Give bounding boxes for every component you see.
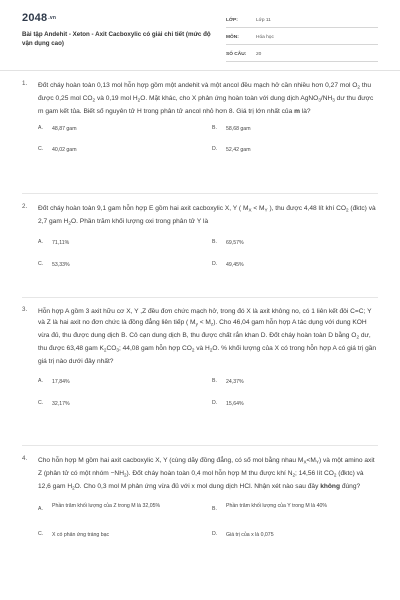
meta-key: MÔN: xyxy=(226,35,239,40)
question-text: Hỗn hợp A gồm 3 axit hữu cơ X, Y ,Z đều đơn chức mạch hở, trong đó X là axit không no, có 1 liên kết đôi C=C; Y và Z là hai axit no đơn chức là đồng đẳng liên tiếp ( $M_y < M_z$). Cho 46,04 gam hỗn hợp A tác dụng với dung KOH vừa đủ, thu được dung dịch B. Cô cạn dung dịch B, thu được chất rắn khan D. Đốt cháy hoàn toàn D bằng $O_2$ dư, thu được 63,48 gam $K_2CO_3$; 44,08 gam hỗn hợp $CO_2$ và $H_2O$. % khối lượng của X có trong hỗn hợp A có giá trị gần giá trị nào dưới đây nhất? xyxy=(38,308,377,366)
question-separator xyxy=(22,297,378,298)
option-text: 24,37% xyxy=(226,378,244,385)
header-divider xyxy=(0,70,400,71)
option-letter: A. xyxy=(38,377,43,384)
option-letter: D. xyxy=(212,260,218,267)
question-number: 1. xyxy=(22,80,28,87)
option-text: 40,02 gam xyxy=(52,147,77,154)
option-text: 17,84% xyxy=(52,378,70,385)
meta-key: LỚP: xyxy=(226,18,238,23)
option-c[interactable] xyxy=(38,531,182,540)
option-text: 53,33% xyxy=(52,261,70,268)
option-letter: B. xyxy=(212,377,217,384)
option-b[interactable] xyxy=(212,239,356,248)
option-a[interactable] xyxy=(38,239,182,248)
question-text: Cho hỗn hợp M gồm hai axit cacboxylic X, Y (cùng dãy đồng đẳng, có số mol bằng nhau $M_X<M_Y$) và một amino axit Z (phân tử có một nhóm $-NH_2$). Đốt cháy hoàn toàn 0,4 mol hỗn hợp M thu được khí $N_2$; 14,56 lít $CO_2$ (đktc) và 12,6 gam $H_2O$. Cho 0,3 mol M phản ứng vừa đủ với x mol dung dịch HCl. Nhận xét nào sau đây không đúng? xyxy=(38,457,375,491)
option-text: 58,68 gam xyxy=(226,126,251,133)
option-text: 71,11% xyxy=(52,239,70,246)
option-a[interactable] xyxy=(38,378,182,387)
option-text: Phần trăm khối lượng của Z trong M là 32,05% xyxy=(52,502,161,509)
option-text: 52,42 gam xyxy=(226,147,251,154)
option-d[interactable] xyxy=(212,400,356,409)
option-text: 48,87 gam xyxy=(52,126,77,133)
option-letter: C. xyxy=(38,260,44,267)
option-b[interactable] xyxy=(212,125,356,134)
option-letter: B. xyxy=(212,238,217,245)
answer-options xyxy=(38,502,378,552)
option-text: Giá trị của x là 0,075 xyxy=(226,531,274,538)
option-text: 69,57% xyxy=(226,239,244,246)
option-text: Phần trăm khối lượng của Y trong M là 40% xyxy=(226,502,327,509)
option-a[interactable] xyxy=(38,502,182,512)
option-text: 49,45% xyxy=(226,261,244,268)
question-text: Đốt cháy hoàn toàn 9,1 gam hỗn hợp E gồm hai axit cacboxylic X, Y ( $M_X < M_Y$ ), thu được 4,48 lít khí $CO_2$ (đktc) và 2,7 gam $H_2O$. Phần trăm khối lượng oxi trong phân tử Y là xyxy=(38,205,376,226)
logo-suffix: .vn xyxy=(48,15,57,22)
option-c[interactable] xyxy=(38,400,182,409)
question-number: 3. xyxy=(22,306,28,313)
meta-row-count xyxy=(226,48,378,62)
option-letter: C. xyxy=(38,530,44,537)
answer-options xyxy=(38,378,378,418)
page-header xyxy=(0,0,400,62)
option-letter: D. xyxy=(212,530,218,537)
document-meta xyxy=(226,14,378,65)
option-letter: B. xyxy=(212,125,217,132)
option-letter: A. xyxy=(38,238,43,245)
option-letter: D. xyxy=(212,399,218,406)
meta-row-class xyxy=(226,14,378,28)
answer-options xyxy=(38,239,378,279)
logo-text: 2048 xyxy=(22,12,48,24)
meta-value: Lớp 11 xyxy=(256,18,271,23)
question-text: Đốt cháy hoàn toàn 0,13 mol hỗn hợp gồm một andehit và một ancol đều mạch hở cần nhiều hơn 0,27 mol $O_2$ thu được 0,25 mol $CO_2$ và 0,19 mol $H_2O$. Mặt khác, cho X phản ứng hoàn toàn với dung dịch $AgNO_3/NH_3$ dư thu được m gam kết tủa. Biết số nguyên tử H trong phân tử ancol nhỏ hơn 8. Giá trị lớn nhất của m là? xyxy=(38,82,374,115)
option-d[interactable] xyxy=(212,531,356,540)
option-letter: D. xyxy=(212,146,218,153)
option-d[interactable] xyxy=(212,261,356,270)
meta-value: 20 xyxy=(256,52,262,57)
option-letter: A. xyxy=(38,125,43,132)
option-c[interactable] xyxy=(38,261,182,270)
option-b[interactable] xyxy=(212,378,356,387)
option-d[interactable] xyxy=(212,146,356,155)
document-title: Bài tập Andehit - Xeton - Axit Cacboxylic có giải chi tiết (mức độ vận dụng cao) xyxy=(22,31,211,47)
option-a[interactable] xyxy=(38,125,182,134)
option-text: 32,17% xyxy=(52,400,70,407)
question-number: 4. xyxy=(22,455,28,462)
question-3 xyxy=(0,306,400,418)
question-4 xyxy=(0,455,400,552)
option-letter: C. xyxy=(38,399,44,406)
question-separator xyxy=(22,445,378,446)
option-letter: C. xyxy=(38,146,44,153)
option-letter: A. xyxy=(38,505,43,512)
question-1 xyxy=(0,80,400,165)
meta-key: SỐ CÂU: xyxy=(226,52,247,57)
question-number: 2. xyxy=(22,203,28,210)
option-text: 15,64% xyxy=(226,400,244,407)
meta-value: Hóa học xyxy=(256,35,274,40)
meta-row-subject xyxy=(226,31,378,45)
question-separator xyxy=(22,193,378,194)
option-c[interactable] xyxy=(38,146,182,155)
option-text: X có phản ứng tráng bạc xyxy=(52,531,110,538)
question-2 xyxy=(0,203,400,279)
site-logo[interactable] xyxy=(22,12,56,24)
option-b[interactable] xyxy=(212,502,356,512)
option-letter: B. xyxy=(212,505,217,512)
answer-options xyxy=(38,125,378,165)
